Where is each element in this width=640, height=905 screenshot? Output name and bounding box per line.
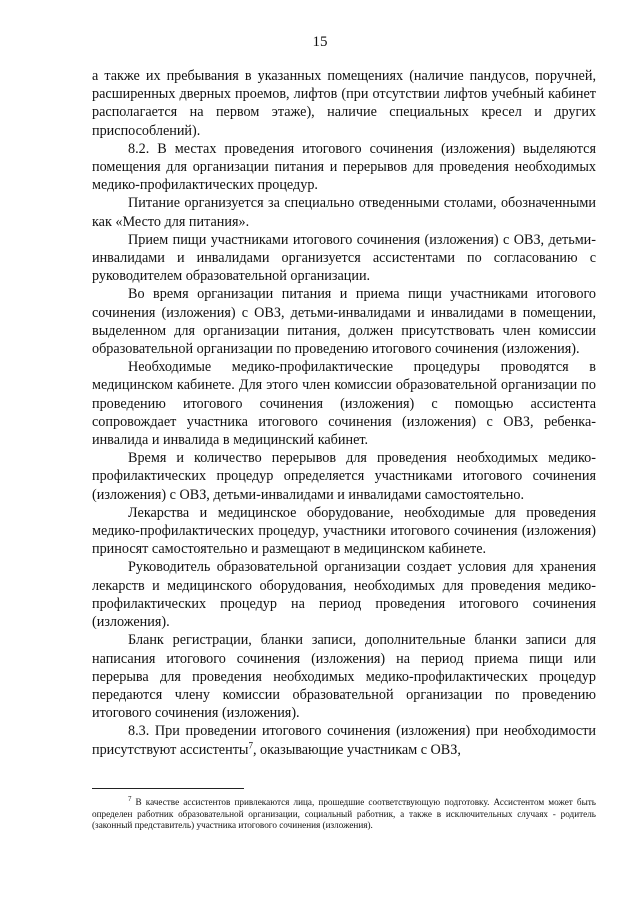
body-text	[92, 67, 596, 759]
paragraph: Лекарства и медицинское оборудование, необходимые для проведения медико-профилактических процедур, участники итогового сочинения (изложения) приносят самостоятельно и размещают в медицинском кабинете.	[92, 504, 596, 558]
paragraph: Время и количество перерывов для проведения необходимых медико-профилактических процедур определяется участниками итогового сочинения (изложения) с ОВЗ, детьми-инвалидами и инвалидами самостоятельно.	[92, 450, 596, 503]
paragraph: Необходимые медико-профилактические процедуры проводятся в медицинском кабинете. Для этого член комиссии образовательной организации по проведению итогового сочинения (изложения) с помощью ассистента сопровождает участника итогового сочинения (изложения) с ОВЗ, ребенка-инвалида и инвалида в медицинский кабинет.	[92, 359, 596, 449]
paragraph: Руководитель образовательной организации создает условия для хранения лекарств и медицинского оборудования, необходимых для проведения медико-профилактических процедур на период проведения итогового сочинения (изложения).	[92, 559, 596, 631]
paragraph-8-3-tail: , оказывающие участникам с ОВЗ,	[252, 741, 461, 758]
footnote-mark: 7	[128, 794, 132, 803]
page-number: 15	[312, 34, 328, 50]
footnote	[92, 794, 596, 832]
footnote-separator	[92, 788, 244, 789]
paragraph-8-3	[92, 722, 596, 758]
paragraph: Питание организуется за специально отведенными столами, обозначенными как «Место для питания».	[92, 195, 596, 230]
paragraph: Во время организации питания и приема пищи участниками итогового сочинения (изложения) с ОВЗ, детьми-инвалидами и инвалидами в помещении, выделенном для организации питания, должен присутствовать член комиссии образовательной организации по проведению итогового сочинения (изложения).	[92, 286, 596, 358]
paragraph-8-3-text: 8.3. При проведении итогового сочинения (изложения) при необходимости присутствуют ассистенты	[92, 723, 596, 758]
paragraph: Бланк регистрации, бланки записи, дополнительные бланки записи для написания итогового сочинения (изложения) на период приема пищи или перерыва для проведения необходимых медико-профилактических процедур передаются члену комиссии образовательной организации по проведению итогового сочинения (изложения).	[92, 632, 596, 722]
footnote-reference: 7	[248, 739, 253, 750]
footnote-text: В качестве ассистентов привлекаются лица, прошедшие соответствующую подготовку. Ассистентом может быть определен работник образовательной организации, социальный работник, а также в исключительных случаях - родитель (законный представитель) участника итогового сочинения (изложения).	[92, 797, 596, 831]
paragraph-continuation: а также их пребывания в указанных помещениях (наличие пандусов, поручней, расширенных дверных проемов, лифтов (при отсутствии лифтов учебный кабинет располагается на первом этаже), наличие специальных кресел и других приспособлений).	[92, 68, 596, 139]
paragraph: Прием пищи участниками итогового сочинения (изложения) с ОВЗ, детьми-инвалидами и инвалидами организуется ассистентами по согласованию с руководителем образовательной организации.	[92, 231, 596, 285]
paragraph-8-2: 8.2. В местах проведения итогового сочинения (изложения) выделяются помещения для организации питания и перерывов для проведения необходимых медико-профилактических процедур.	[92, 140, 596, 194]
